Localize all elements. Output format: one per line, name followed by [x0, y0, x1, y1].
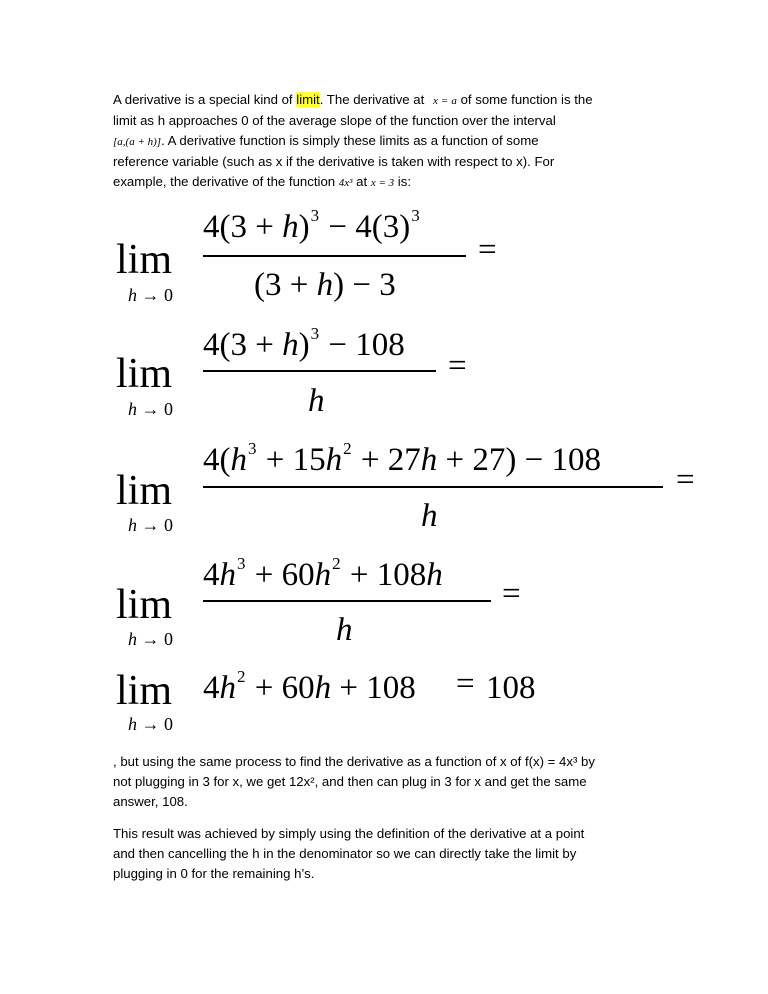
math-x: x	[432, 95, 438, 107]
lim-subscript: h → 0	[128, 515, 173, 535]
intro-text: A derivative is a special kind of	[113, 92, 297, 107]
final-result: 108	[486, 670, 536, 706]
conclusion-paragraph	[113, 824, 673, 884]
explanation-paragraph	[113, 752, 673, 812]
intro-line-4: reference variable (such as x if the derivative is taken with respect to x). For	[113, 154, 555, 169]
math-a: a	[451, 95, 457, 107]
lim-subscript: h → 0	[128, 285, 173, 305]
text-line: answer, 108.	[113, 794, 188, 809]
denominator-3: h	[421, 498, 438, 534]
text-line: This result was achieved by simply using the definition of the derivative at a point	[113, 826, 585, 841]
text-line: plugging in 0 for the remaining h’s.	[113, 866, 315, 881]
equals-sign: =	[448, 348, 467, 384]
equals-sign: =	[456, 666, 475, 702]
lim-label: lim	[116, 468, 173, 514]
lim-subscript: h → 0	[128, 629, 173, 649]
text-line: not plugging in 3 for x, we get 12x², and then can plug in 3 for x and get the same	[113, 774, 587, 789]
text-line: , but using the same process to find the derivative as a function of x of f(x) = 4x³ by	[113, 754, 595, 769]
intro-paragraph	[113, 90, 673, 193]
lim-label: lim	[116, 351, 173, 397]
intro-text: example, the derivative of the function	[113, 174, 339, 189]
fraction-bar-1	[203, 255, 466, 257]
intro-text: at	[352, 174, 371, 189]
numerator-3: $4(h^3 + 15h^2 + 27h + 27) - 108$	[203, 439, 601, 478]
fraction-bar-4	[203, 600, 491, 602]
denominator-1: (3 + h) − 3	[254, 267, 396, 303]
intro-text: is:	[394, 174, 411, 189]
intro-line-1	[113, 90, 673, 111]
equals-sign: =	[676, 462, 695, 498]
text-line: and then cancelling the h in the denominator so we can directly take the limit by	[113, 846, 577, 861]
intro-line-5	[113, 172, 673, 193]
intro-text: . A derivative function is simply these limits as a function of some	[161, 133, 539, 148]
lim-label: lim	[116, 668, 173, 714]
math-function: 4x³	[338, 177, 353, 189]
lim-subscript: h → 0	[128, 399, 173, 419]
intro-text: . The derivative at	[319, 92, 428, 107]
fraction-bar-2	[203, 370, 436, 372]
lim-label: lim	[116, 582, 173, 628]
highlighted-word-limit: limit	[296, 92, 320, 107]
equals-sign: =	[478, 232, 497, 268]
numerator-1: $4(3 + h)^3 - 4(3)^3$	[203, 206, 420, 245]
lim-subscript: h → 0	[128, 714, 173, 734]
denominator-4: h	[336, 612, 353, 648]
math-equals: =	[441, 95, 448, 107]
equals-sign: =	[502, 576, 521, 612]
lim-label: lim	[116, 237, 173, 283]
denominator-2: h	[308, 383, 325, 419]
intro-line-3	[113, 131, 673, 152]
numerator-4: $4h^3 + 60h^2 + 108h$	[203, 554, 443, 593]
intro-text: of some function is the	[456, 92, 593, 107]
math-interval: [a,(a + h)]	[113, 136, 162, 148]
fraction-bar-3	[203, 486, 663, 488]
final-expression: $4h^2 + 60h + 108$	[203, 667, 416, 706]
intro-line-2: limit as h approaches 0 of the average slope of the function over the interval	[113, 113, 556, 128]
numerator-2: $4(3 + h)^3 - 108$	[203, 324, 405, 363]
math-condition: x = 3	[370, 177, 395, 189]
